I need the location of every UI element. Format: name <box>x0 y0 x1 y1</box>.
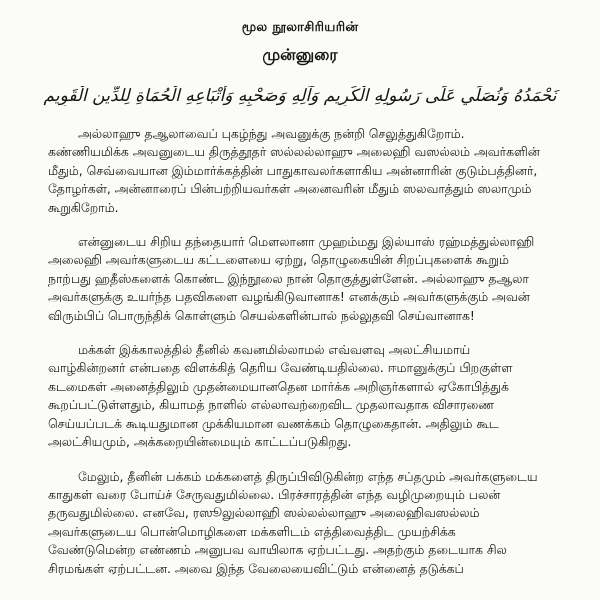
arabic-invocation: نَحْمَدُهُ وَنُصَلِّي عَلَى رَسُولِهِ الْكَرِيمِ وَآلِهِ وَصَحْبِهِ وَأَتْبَاعِهِ الْحُمَاةِ لِلدِّينِ الْقَوِيمِ <box>43 86 557 106</box>
paragraph-line: கண்ணியமிக்க அவனுடைய திருத்தூதர் ஸல்லல்லாஹு அலைஹி வஸல்லம் அவர்களின் <box>48 144 540 160</box>
paragraph-line: வேண்டுமென்ற எண்ணம் அனுபவ வாயிலாக ஏற்பட்டது. அதற்கும் தடையாக சில <box>48 542 507 558</box>
paragraph-line: கூறப்பட்டுள்ளதும், கியாமத் நாளில் எல்லாவற்றைவிட முதலாவதாக விசாரணை <box>48 397 494 413</box>
paragraph-line: செய்யப்படக் கூடியதுமான முக்கியமான வணக்கம் தொழுகைதான். அதிலும் கூட <box>48 415 499 431</box>
paragraph-line: அலைஹி அவர்களுடைய கட்டளையை ஏற்று, தொழுகையின் சிறப்புகளைக் கூறும் <box>48 252 509 268</box>
paragraph-line: அலட்சியமும், அக்கறையின்மையும் காட்டப்படுகிறது. <box>48 434 352 450</box>
paragraph-3 <box>48 341 576 451</box>
paragraph-line: மீதும், செவ்வையான இம்மார்க்கத்தின் பாதுகாவலர்களாகிய அன்னாரின் குடும்பத்தினர், <box>48 162 538 178</box>
paragraph-4 <box>48 468 576 578</box>
paragraph-line: அவர்களுக்கு உயர்ந்த பதவிகளை வழங்கிடுவானாக! எனக்கும் அவர்களுக்கும் அவன் <box>48 289 530 305</box>
paragraph-line: கூறுகிறோம். <box>48 199 119 215</box>
paragraph-line: என்னுடைய சிறிய தந்தையார் மௌலானா முஹம்மது இல்யாஸ் ரஹ்மத்துல்லாஹி <box>78 234 535 250</box>
paragraph-line: தருவதுமில்லை. எனவே, ரஸூலுல்லாஹி ஸல்லல்லாஹு அலைஹிவஸல்லம் <box>48 505 480 521</box>
paragraph-line: விரும்பிப் பொருந்திக் கொள்ளும் செயல்களின்பால் நல்லுதவி செய்வானாக! <box>48 307 475 323</box>
paragraph-line: அல்லாஹு தஆலாவைப் புகழ்ந்து அவனுக்கு நன்றி செலுத்துகிறோம். <box>78 126 465 141</box>
paragraph-line: அவர்களுடைய பொன்மொழிகளை மக்களிடம் எத்திவைத்திட முயற்சிக்க <box>48 523 456 539</box>
paragraph-line: கடமைகள் அனைத்திலும் முதன்மையானதென மார்க்க அறிஞர்களால் ஏகோபித்துக் <box>48 378 509 394</box>
author-kicker: மூல நூலாசிரியரின் <box>241 20 359 35</box>
paragraph-line: தோழர்கள், அன்னாரைப் பின்பற்றியவர்கள் அனைவரின் மீதும் ஸலவாத்தும் ஸலாமும் <box>48 181 532 197</box>
paragraph-line: காதுகள் வரை போய்ச் சேருவதுமில்லை. பிரச்சாரத்தின் எந்த வழிமுறையும் பலன் <box>48 486 501 502</box>
paragraph-line: மேலும், தீனின் பக்கம் மக்களைத் திருப்பிவிடுகின்ற எந்த சப்தமும் அவர்களுடைய <box>78 468 538 484</box>
document-body <box>48 125 576 594</box>
paragraph-2 <box>48 233 576 325</box>
page-title: முன்னுரை <box>262 45 338 64</box>
paragraph-line: மக்கள் இக்காலத்தில் தீனில் கவனமில்லாமல் எவ்வளவு அலட்சியமாய் <box>78 342 471 358</box>
paragraph-line: வாழ்கின்றனர் என்பதை விளக்கித் தெரிய வேண்டியதில்லை. ஈமானுக்குப் பிறகுள்ள <box>48 360 513 376</box>
paragraph-1 <box>48 125 576 217</box>
paragraph-line: நாற்பது ஹதீஸ்களைக் கொண்ட இந்நூலை நான் தொகுத்துள்ளேன். அல்லாஹு தஆலா <box>48 270 529 286</box>
paragraph-line: சிரமங்கள் ஏற்பட்டன. அவை இந்த வேலையைவிட்டும் என்னைத் தடுக்கப் <box>48 560 464 576</box>
